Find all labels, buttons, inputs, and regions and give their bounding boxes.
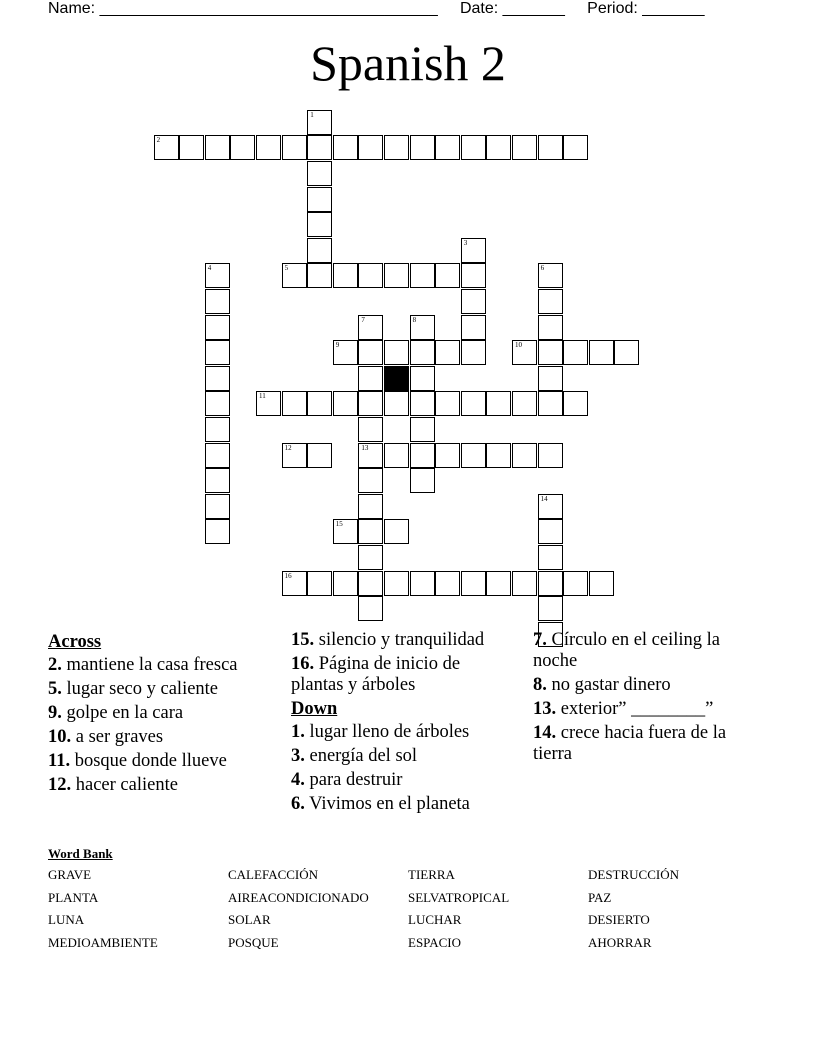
crossword-cell bbox=[461, 571, 486, 596]
crossword-cell bbox=[307, 391, 332, 416]
crossword-cell bbox=[589, 340, 614, 365]
clue-number-label: 4. bbox=[291, 770, 305, 790]
crossword-cell bbox=[205, 315, 230, 340]
word-bank-word: DESIERTO bbox=[588, 912, 650, 928]
crossword-cell bbox=[538, 519, 563, 544]
crossword-cell bbox=[205, 443, 230, 468]
crossword-cell bbox=[410, 135, 435, 160]
clue-text: bosque donde llueve bbox=[70, 751, 227, 771]
crossword-cell bbox=[410, 571, 435, 596]
crossword-cell bbox=[205, 494, 230, 519]
crossword-cell bbox=[538, 263, 563, 288]
clue-number-label: 7. bbox=[533, 630, 547, 650]
clue-number: 3 bbox=[463, 238, 468, 247]
crossword-cell bbox=[563, 135, 588, 160]
clue-number-label: 3. bbox=[291, 746, 305, 766]
crossword-cell bbox=[410, 263, 435, 288]
crossword-cell bbox=[486, 135, 511, 160]
crossword-cell bbox=[486, 391, 511, 416]
word-bank-word: PAZ bbox=[588, 889, 612, 905]
word-bank-word: CALEFACCIÓN bbox=[228, 867, 319, 882]
word-bank-word: TIERRA bbox=[408, 867, 455, 882]
clue-number-label: 10. bbox=[48, 727, 72, 747]
crossword-cell bbox=[563, 340, 588, 365]
clue-item bbox=[291, 654, 506, 696]
word-bank-word: AIREACONDICIONADO bbox=[228, 889, 369, 905]
clue-item bbox=[48, 727, 263, 748]
clue-number: 8 bbox=[412, 315, 417, 324]
word-bank-title: Word Bank bbox=[48, 846, 113, 861]
crossword-cell bbox=[435, 135, 460, 160]
crossword-cell bbox=[358, 263, 383, 288]
crossword-cell bbox=[461, 340, 486, 365]
word-bank-word: POSQUE bbox=[228, 935, 279, 951]
clue-item bbox=[48, 679, 263, 700]
crossword-cell bbox=[538, 571, 563, 596]
crossword-cell bbox=[358, 417, 383, 442]
clues-column-1 bbox=[48, 630, 263, 799]
clue-text: silencio y tranquilidad bbox=[314, 630, 485, 650]
crossword-cell bbox=[538, 315, 563, 340]
page-title: Spanish 2 bbox=[310, 35, 506, 91]
clue-number: 13 bbox=[361, 443, 369, 452]
clue-number: 1 bbox=[310, 110, 314, 119]
clue-number-label: 13. bbox=[533, 699, 557, 719]
crossword-cell bbox=[358, 545, 383, 570]
word-bank-word: LUCHAR bbox=[408, 912, 462, 928]
clue-number-label: 5. bbox=[48, 679, 62, 699]
clue-text: Página de inicio de plantas y árboles bbox=[291, 654, 461, 695]
crossword-cell bbox=[410, 366, 435, 391]
crossword-cell bbox=[333, 571, 358, 596]
clue-text: Vivimos en el planeta bbox=[304, 794, 470, 814]
clue-number: 6 bbox=[540, 264, 545, 273]
crossword-cell bbox=[358, 135, 383, 160]
crossword-cell bbox=[461, 443, 486, 468]
crossword-cell bbox=[512, 340, 537, 365]
clue-number: 5 bbox=[284, 264, 289, 273]
clue-number-label: 11. bbox=[48, 751, 71, 771]
clue-number: 7 bbox=[361, 315, 365, 324]
clue-item bbox=[48, 751, 263, 772]
crossword-cell bbox=[307, 443, 332, 468]
clue-number: 16 bbox=[284, 571, 292, 580]
clue-item bbox=[291, 630, 506, 651]
crossword-cell bbox=[538, 340, 563, 365]
clue-text: energía del sol bbox=[304, 746, 418, 766]
crossword-cell bbox=[307, 212, 332, 237]
crossword-cell bbox=[512, 391, 537, 416]
crossword-cell bbox=[384, 135, 409, 160]
crossword-cell bbox=[410, 391, 435, 416]
crossword-cell bbox=[486, 571, 511, 596]
crossword-cell bbox=[205, 468, 230, 493]
clue-text: exterior” ________” bbox=[556, 699, 714, 719]
clue-text: golpe en la cara bbox=[61, 703, 184, 723]
crossword-cell bbox=[358, 391, 383, 416]
crossword-cell bbox=[538, 366, 563, 391]
crossword-cell bbox=[358, 468, 383, 493]
clue-number-label: 8. bbox=[533, 675, 547, 695]
clue-text: mantiene la casa fresca bbox=[61, 655, 238, 675]
crossword-cell bbox=[179, 135, 204, 160]
clue-item bbox=[291, 746, 506, 767]
crossword-cell bbox=[538, 494, 563, 519]
crossword-cell bbox=[461, 315, 486, 340]
clue-number-label: 16. bbox=[291, 654, 315, 674]
crossword-cell bbox=[461, 135, 486, 160]
crossword-cell bbox=[384, 263, 409, 288]
crossword-cell bbox=[384, 443, 409, 468]
clue-number: 2 bbox=[156, 136, 161, 145]
crossword-cell bbox=[358, 443, 383, 468]
crossword-cell bbox=[461, 238, 486, 263]
crossword-cell bbox=[205, 263, 230, 288]
clues-column-3 bbox=[533, 630, 758, 768]
crossword-cell bbox=[358, 366, 383, 391]
word-bank-word: GRAVE bbox=[48, 867, 92, 882]
word-bank-row bbox=[48, 867, 768, 890]
clue-text: para destruir bbox=[304, 770, 403, 790]
crossword-cell bbox=[538, 391, 563, 416]
word-bank-row bbox=[48, 935, 768, 958]
crossword-cell bbox=[333, 135, 358, 160]
clue-number: 4 bbox=[207, 264, 212, 273]
crossword-cell bbox=[435, 391, 460, 416]
word-bank-word: SOLAR bbox=[228, 912, 271, 928]
word-bank-row bbox=[48, 890, 768, 913]
crossword-cell bbox=[282, 263, 307, 288]
crossword-cell bbox=[282, 443, 307, 468]
crossword-cell bbox=[410, 468, 435, 493]
clue-number-label: 2. bbox=[48, 655, 62, 675]
word-bank bbox=[48, 867, 768, 958]
clue-number-label: 1. bbox=[291, 722, 305, 742]
crossword-cell bbox=[358, 519, 383, 544]
crossword-cell bbox=[435, 340, 460, 365]
clue-text: crece hacia fuera de la tierra bbox=[533, 723, 727, 764]
clue-number-label: 14. bbox=[533, 723, 557, 743]
clue-number: 11 bbox=[259, 392, 266, 401]
clue-number-label: 9. bbox=[48, 703, 62, 723]
word-bank-word: AHORRAR bbox=[588, 935, 652, 951]
word-bank-word: LUNA bbox=[48, 912, 85, 928]
crossword-cell bbox=[358, 315, 383, 340]
crossword-cell bbox=[384, 571, 409, 596]
clue-item bbox=[291, 794, 506, 815]
crossword-cell bbox=[435, 443, 460, 468]
crossword-cell bbox=[205, 340, 230, 365]
clue-item bbox=[48, 655, 263, 676]
crossword-cell bbox=[307, 263, 332, 288]
crossword-cell bbox=[563, 391, 588, 416]
crossword-cell bbox=[333, 340, 358, 365]
clue-text: hacer caliente bbox=[71, 775, 178, 795]
clue-number: 10 bbox=[515, 341, 522, 350]
clue-text: lugar lleno de árboles bbox=[304, 722, 470, 742]
crossword-cell bbox=[307, 161, 332, 186]
crossword-cell bbox=[538, 596, 563, 621]
clue-number: 12 bbox=[284, 443, 292, 452]
clue-text: lugar seco y caliente bbox=[61, 679, 219, 699]
crossword-cell bbox=[410, 443, 435, 468]
word-bank-word: DESTRUCCIÓN bbox=[588, 867, 680, 882]
crossword-cell bbox=[307, 238, 332, 263]
word-bank-word: PLANTA bbox=[48, 889, 99, 905]
crossword-cell bbox=[435, 571, 460, 596]
crossword-cell bbox=[538, 545, 563, 570]
crossword-cell bbox=[538, 289, 563, 314]
clue-item bbox=[533, 675, 758, 696]
clue-number-label: 15. bbox=[291, 630, 315, 650]
crossword-cell bbox=[461, 289, 486, 314]
crossword-cell bbox=[282, 135, 307, 160]
clue-item bbox=[533, 723, 758, 765]
crossword-cell bbox=[410, 315, 435, 340]
clue-item bbox=[48, 775, 263, 796]
crossword-cell bbox=[256, 391, 281, 416]
crossword-cell bbox=[333, 519, 358, 544]
clue-number-label: 6. bbox=[291, 794, 305, 814]
crossword-cell bbox=[589, 571, 614, 596]
crossword-cell bbox=[384, 340, 409, 365]
clue-item bbox=[533, 699, 758, 720]
clues-column-2 bbox=[291, 630, 506, 818]
crossword-cell bbox=[333, 263, 358, 288]
crossword-cell bbox=[461, 391, 486, 416]
word-bank-word: ESPACIO bbox=[408, 935, 461, 951]
crossword-cell bbox=[333, 391, 358, 416]
clue-text: no gastar dinero bbox=[546, 675, 671, 695]
blocked-cell bbox=[384, 366, 409, 391]
crossword-cell bbox=[205, 135, 230, 160]
clue-item bbox=[291, 722, 506, 743]
crossword-cell bbox=[410, 417, 435, 442]
crossword-cell bbox=[307, 135, 332, 160]
clue-number: 9 bbox=[335, 341, 340, 350]
clue-item bbox=[533, 630, 758, 672]
crossword-cell bbox=[384, 391, 409, 416]
clue-item bbox=[291, 770, 506, 791]
crossword-cell bbox=[461, 263, 486, 288]
clue-number-label: 12. bbox=[48, 775, 72, 795]
clue-item bbox=[48, 703, 263, 724]
clue-number: 15 bbox=[335, 520, 343, 529]
crossword-cell bbox=[307, 110, 332, 135]
crossword-cell bbox=[410, 340, 435, 365]
crossword-cell bbox=[358, 596, 383, 621]
crossword-cell bbox=[205, 519, 230, 544]
crossword-cell bbox=[512, 571, 537, 596]
crossword-cell bbox=[563, 571, 588, 596]
crossword-cell bbox=[538, 443, 563, 468]
crossword-cell bbox=[282, 571, 307, 596]
crossword-cell bbox=[307, 571, 332, 596]
clue-number: 14 bbox=[540, 494, 548, 503]
crossword-cell bbox=[538, 135, 563, 160]
crossword-cell bbox=[435, 263, 460, 288]
crossword-cell bbox=[512, 443, 537, 468]
crossword-cell bbox=[358, 340, 383, 365]
crossword-cell bbox=[486, 443, 511, 468]
clue-text: a ser graves bbox=[71, 727, 164, 747]
crossword-cell bbox=[512, 135, 537, 160]
clue-text: Círculo en el ceiling la noche bbox=[533, 630, 720, 671]
crossword-cell bbox=[205, 289, 230, 314]
crossword-cell bbox=[358, 571, 383, 596]
word-bank-word: SELVATROPICAL bbox=[408, 889, 510, 905]
crossword-cell bbox=[154, 135, 179, 160]
across-heading: Across bbox=[48, 632, 102, 652]
crossword-cell bbox=[205, 391, 230, 416]
word-bank-row bbox=[48, 912, 768, 935]
crossword-cell bbox=[358, 494, 383, 519]
crossword-cell bbox=[205, 417, 230, 442]
down-heading: Down bbox=[291, 699, 338, 719]
crossword-cell bbox=[282, 391, 307, 416]
crossword-cell bbox=[205, 366, 230, 391]
crossword-cell bbox=[256, 135, 281, 160]
crossword-cell bbox=[614, 340, 639, 365]
crossword-cell bbox=[307, 187, 332, 212]
student-info-line: Name: ______________________________________ Date: _______ Period: _______ bbox=[48, 0, 705, 17]
crossword-cell bbox=[384, 519, 409, 544]
word-bank-word: MEDIOAMBIENTE bbox=[48, 935, 158, 951]
crossword-cell bbox=[230, 135, 255, 160]
